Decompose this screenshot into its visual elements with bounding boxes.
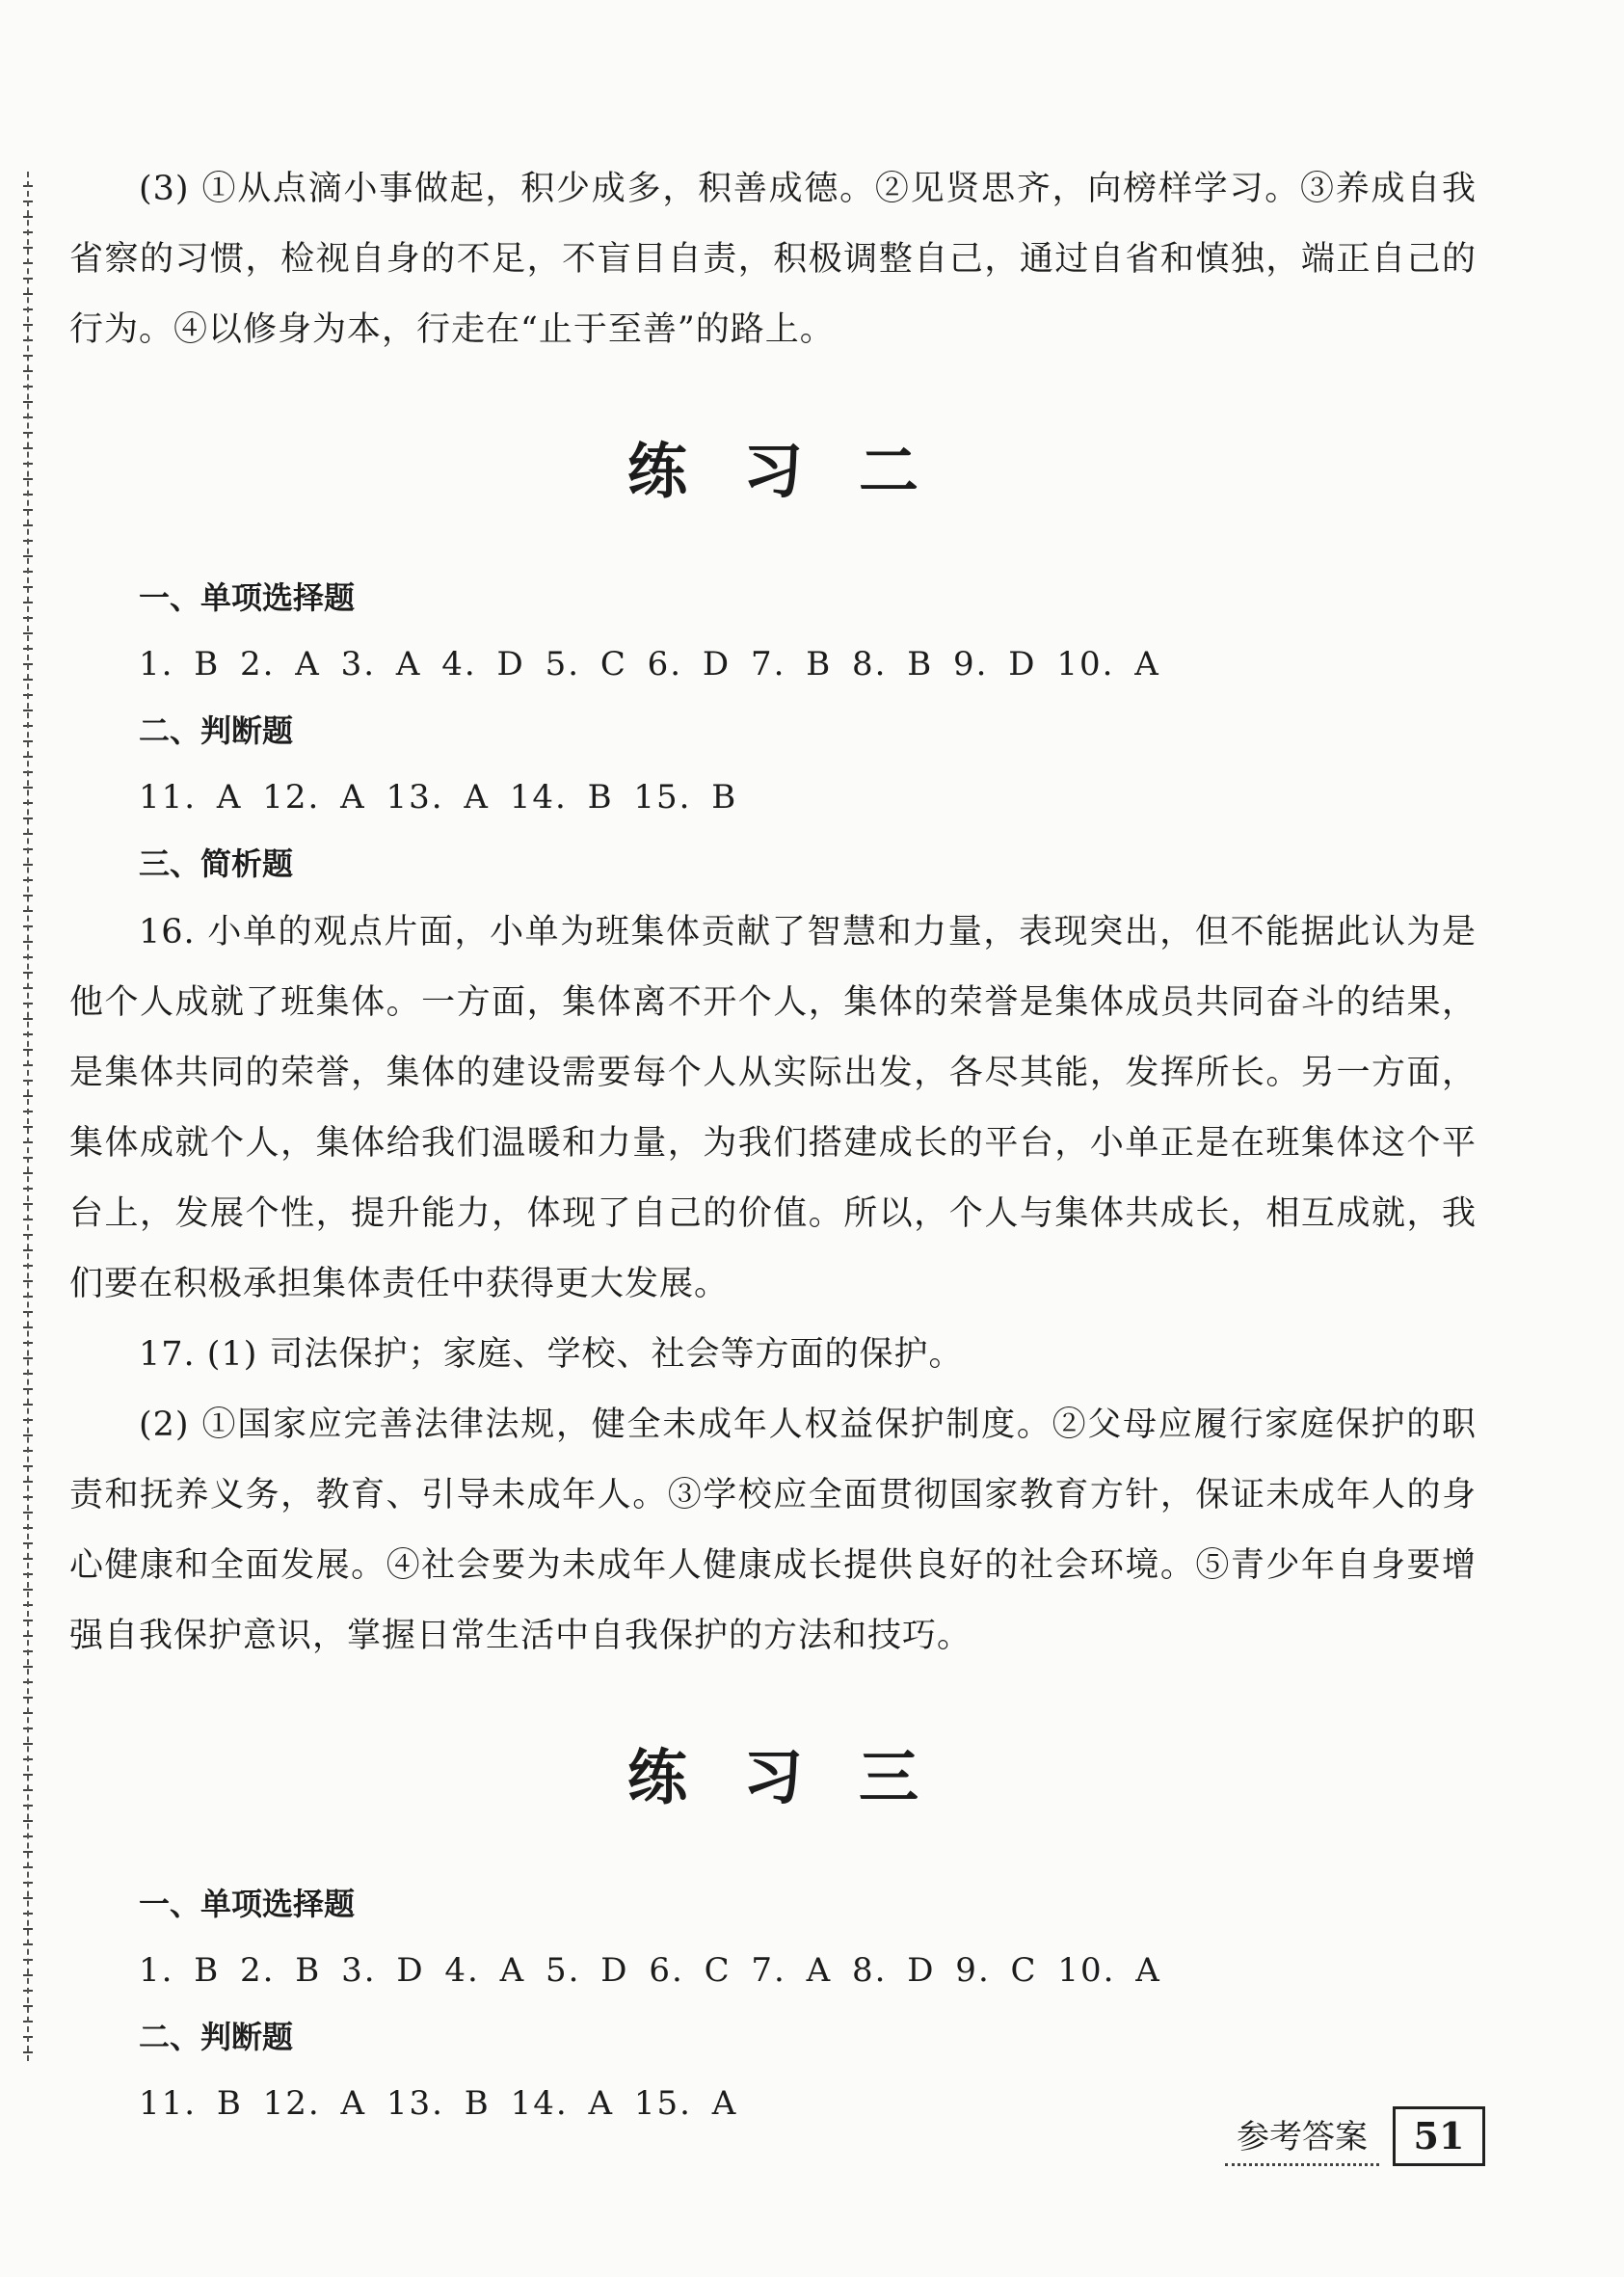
answers-single-choice-3: 1. B 2. B 3. D 4. A 5. D 6. C 7. A 8. D 9. C 10. A: [139, 1951, 1161, 1990]
answer-question-17-part-2: (2) ①国家应完善法律法规，健全未成年人权益保护制度。②父母应履行家庭保护的职责和抚养义务，教育、引导未成年人。③学校应全面贯彻国家教育方针，保证未成年人的身心健康和全面发展。④社会要为未成年人健康成长提供良好的社会环境。⑤青少年自身要增强自我保护意识，掌握日常生活中自我保护的方法和技巧。: [69, 1406, 1477, 1655]
answers-single-choice: 1. B 2. A 3. A 4. D 5. C 6. D 7. B 8. B 9. D 10. A: [139, 645, 1160, 683]
answers-true-false-3: 11. B 12. A 13. B 14. A 15. A: [139, 2084, 738, 2123]
page-footer: [1225, 2106, 1485, 2166]
page-content: [69, 154, 1477, 2137]
subheading-single-choice: 一、单项选择题: [139, 579, 356, 616]
subheading-single-choice-3: 一、单项选择题: [139, 1886, 356, 1922]
subheading-true-false-3: 二、判断题: [139, 2019, 294, 2055]
page-number: 51: [1393, 2106, 1485, 2166]
subheading-short-analysis: 三、简析题: [139, 845, 294, 882]
answers-true-false: 11. A 12. A 13. A 14. B 15. B: [139, 778, 738, 817]
binding-margin-line: [27, 172, 29, 2061]
answer-paragraph-3: (3) ①从点滴小事做起，积少成多，积善成德。②见贤思齐，向榜样学习。③养成自我省察的习惯，检视自身的不足，不盲目自责，积极调整自己，通过自省和慎独，端正自己的行为。④以修身为本，行走在“止于至善”的路上。: [69, 170, 1477, 349]
answer-question-17-part-1: 17. (1) 司法保护；家庭、学校、社会等方面的保护。: [139, 1335, 964, 1374]
section-title-exercise-2: 练习二: [626, 436, 974, 506]
subheading-true-false: 二、判断题: [139, 712, 294, 749]
answer-question-16: 16. 小单的观点片面，小单为班集体贡献了智慧和力量，表现突出，但不能据此认为是他个人成就了班集体。一方面，集体离不开个人，集体的荣誉是集体成员共同奋斗的结果，是集体共同的荣誉，集体的建设需要每个人从实际出发，各尽其能，发挥所长。另一方面，集体成就个人，集体给我们温暖和力量，为我们搭建成长的平台，小单正是在班集体这个平台上，发展个性，提升能力，体现了自己的价值。所以，个人与集体共成长，相互成就，我们要在积极承担集体责任中获得更大发展。: [69, 913, 1477, 1303]
footer-label: 参考答案: [1225, 2110, 1379, 2166]
section-title-exercise-3: 练习三: [626, 1742, 974, 1812]
